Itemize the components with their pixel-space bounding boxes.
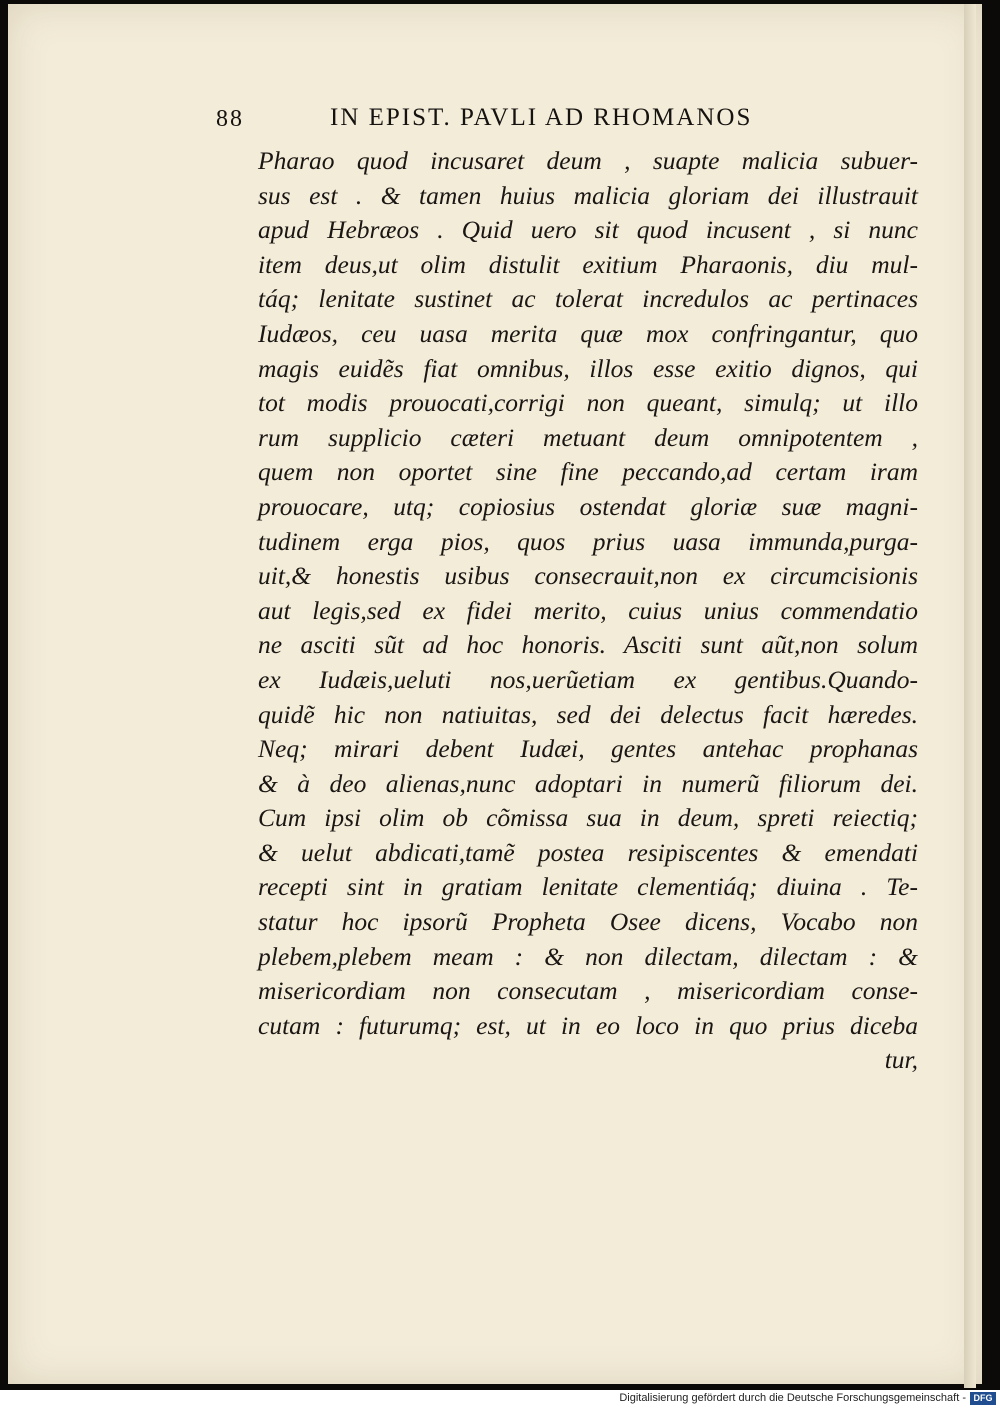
text-line: plebem,plebem meam : & non dilectam, dilectam : & bbox=[258, 941, 918, 971]
page-number: 88 bbox=[216, 106, 244, 132]
page-edge bbox=[964, 4, 976, 1388]
running-head bbox=[208, 104, 888, 144]
text-line: tot modis prouocati,corrigi non queant, simulq; ut illo bbox=[258, 388, 918, 418]
text-line: prouocare, utq; copiosius ostendat gloriæ suæ magni- bbox=[258, 491, 918, 521]
text-line: Cum ipsi olim ob cõmissa sua in deum, spreti reiectiq; bbox=[258, 803, 918, 833]
text-line: & à deo alienas,nunc adoptari in numerũ filiorum dei. bbox=[258, 768, 918, 798]
text-line: quem non oportet sine fine peccando,ad certam iram bbox=[258, 457, 918, 487]
text-line: apud Hebræos . Quid uero sit quod incusent , si nunc bbox=[258, 215, 918, 245]
funding-note: Digitalisierung gefördert durch die Deutsche Forschungsgemeinschaft - bbox=[619, 1392, 966, 1404]
text-line: magis euidẽs fiat omnibus, illos esse exitio dignos, qui bbox=[258, 353, 918, 383]
text-line: aut legis,sed ex fidei merito, cuius unius commendatio bbox=[258, 595, 918, 625]
footer-bar bbox=[0, 1390, 1000, 1408]
text-line: Neq; mirari debent Iudæi, gentes antehac prophanas bbox=[258, 734, 918, 764]
text-line: ex Iudæis,ueluti nos,uerũetiam ex gentibus.Quando- bbox=[258, 664, 918, 694]
text-line: rum supplicio cæteri metuant deum omnipotentem , bbox=[258, 422, 918, 452]
text-line: quidẽ hic non natiuitas, sed dei delectus facit hæredes. bbox=[258, 699, 918, 729]
text-line: recepti sint in gratiam lenitate clementiáq; diuina . Te- bbox=[258, 872, 918, 902]
running-title: IN EPIST. PAVLI AD RHOMANOS bbox=[330, 104, 753, 131]
text-line: sus est . & tamen huius malicia gloriam dei illustrauit bbox=[258, 180, 918, 210]
text-line: cutam : futurumq; est, ut in eo loco in quo prius diceba bbox=[258, 1010, 918, 1040]
text-line: uit,& honestis usibus consecrauit,non ex circumcisionis bbox=[258, 561, 918, 591]
catchword: tur, bbox=[884, 1045, 918, 1075]
text-line: ne asciti sũt ad hoc honoris. Asciti sunt aũt,non solum bbox=[258, 630, 918, 660]
book-page bbox=[8, 4, 982, 1384]
dfg-logo-icon: DFG bbox=[970, 1392, 996, 1405]
text-line: item deus,ut olim distulit exitium Pharaonis, diu mul- bbox=[258, 249, 918, 279]
text-line: tudinem erga pios, quos prius uasa immunda,purga- bbox=[258, 526, 918, 556]
text-line: statur hoc ipsorũ Propheta Osee dicens, Vocabo non bbox=[258, 907, 918, 937]
text-line: táq; lenitate sustinet ac tolerat incredulos ac pertinaces bbox=[258, 284, 918, 314]
text-line: Iudæos, ceu uasa merita quæ mox confringantur, quo bbox=[258, 318, 918, 348]
text-line: misericordiam non consecutam , misericordiam conse- bbox=[258, 976, 918, 1006]
text-line: Pharao quod incusaret deum , suapte malicia subuer- bbox=[258, 146, 918, 175]
body-text bbox=[258, 144, 918, 1078]
text-line: & uelut abdicati,tamẽ postea resipiscentes & emendati bbox=[258, 837, 918, 867]
